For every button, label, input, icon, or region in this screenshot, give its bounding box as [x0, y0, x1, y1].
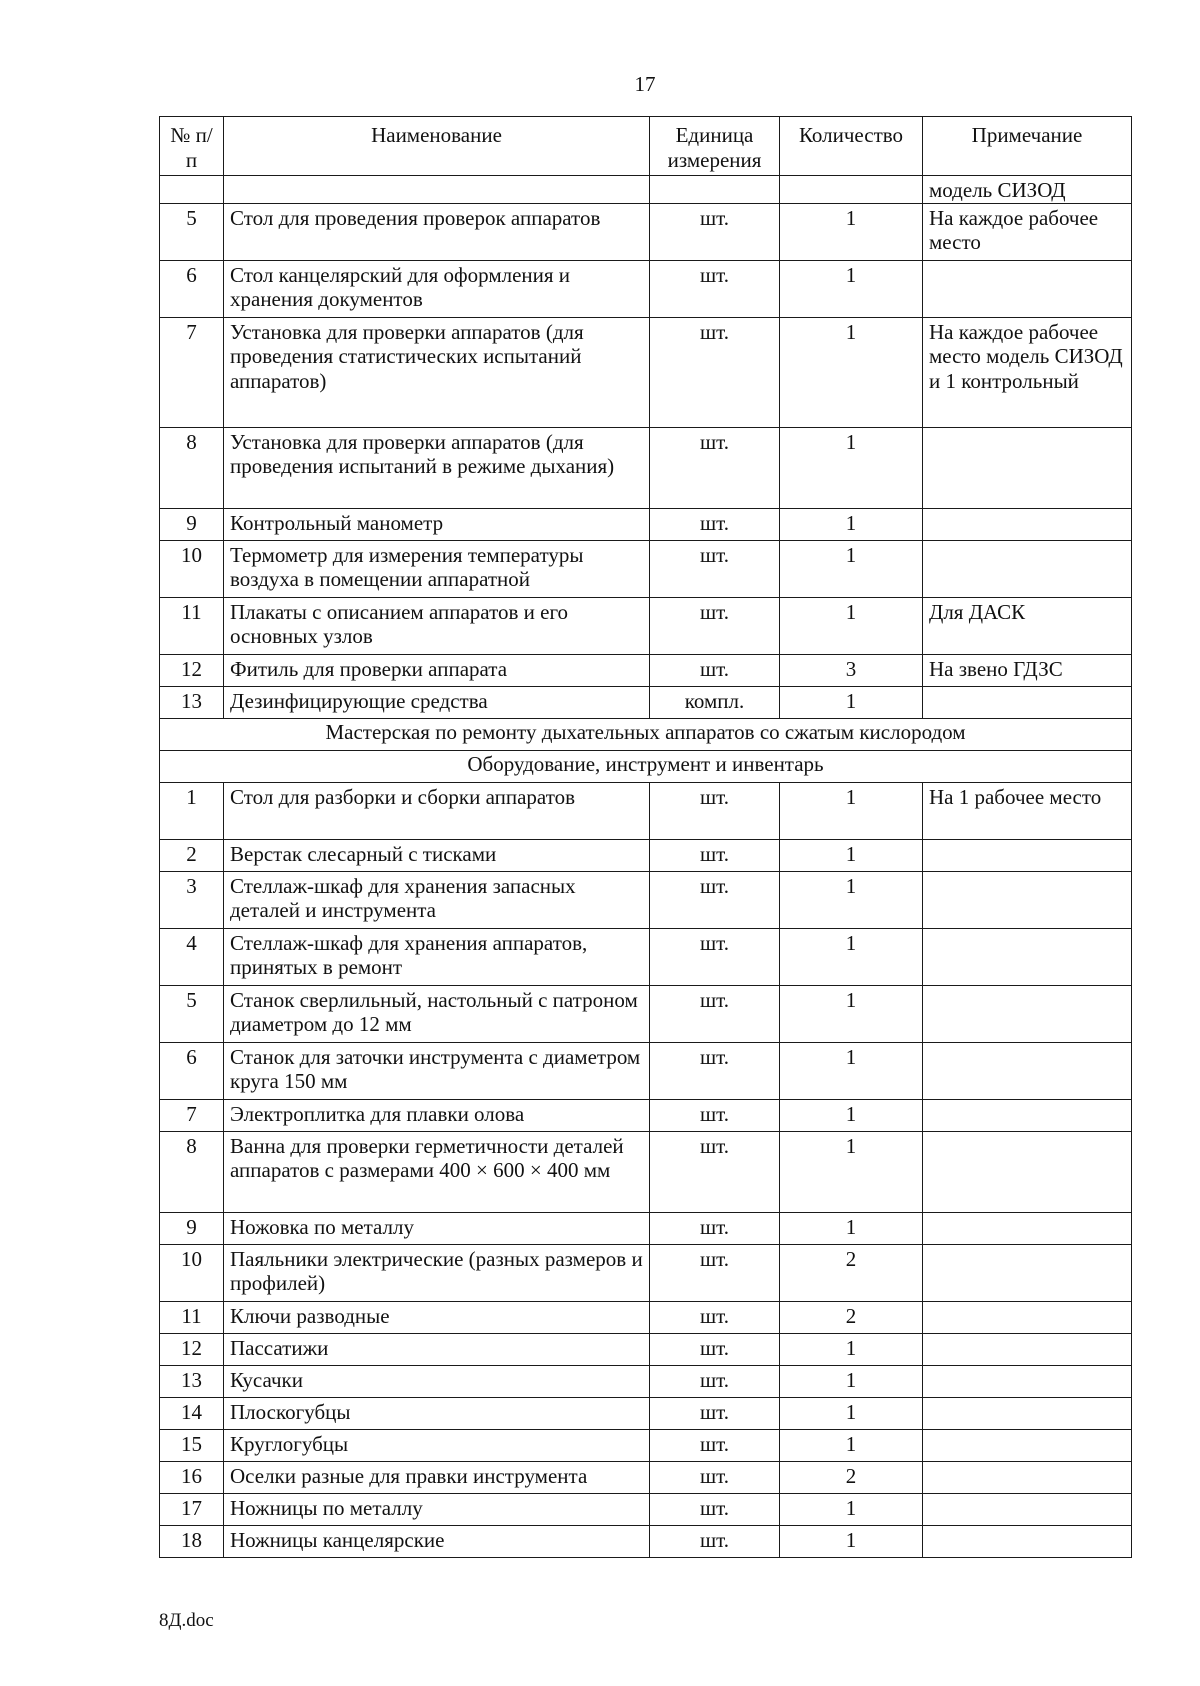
cell-name: Ванна для проверки герметичности деталей аппаратов с размерами 400 × 600 × 400 мм	[224, 1131, 650, 1212]
cell-num: 6	[160, 1042, 224, 1099]
section-header	[160, 718, 1132, 782]
cell-unit: шт.	[650, 1131, 780, 1212]
cell-qty: 1	[780, 928, 923, 985]
cell-note	[923, 1429, 1132, 1461]
cell-qty: 1	[780, 839, 923, 871]
cell-name: Ножницы канцелярские	[224, 1525, 650, 1557]
cell-note	[923, 1131, 1132, 1212]
equipment-table	[159, 116, 1132, 1558]
cell-note	[923, 1244, 1132, 1301]
file-name-footer: 8Д.doc	[159, 1610, 214, 1631]
cell-note	[923, 1333, 1132, 1365]
table-row	[160, 317, 1132, 427]
table-row	[160, 1212, 1132, 1244]
cell-unit: шт.	[650, 1429, 780, 1461]
cell-qty: 1	[780, 782, 923, 839]
cell-qty: 1	[780, 1525, 923, 1557]
cell-note	[923, 1365, 1132, 1397]
cell-num: 18	[160, 1525, 224, 1557]
cell-name: Ножовка по металлу	[224, 1212, 650, 1244]
cell-num: 15	[160, 1429, 224, 1461]
cell-qty: 1	[780, 1212, 923, 1244]
cell-unit: шт.	[650, 597, 780, 654]
cell-unit: шт.	[650, 928, 780, 985]
table-row	[160, 260, 1132, 317]
cell-unit: шт.	[650, 985, 780, 1042]
cell-note	[923, 1525, 1132, 1557]
table-row	[160, 1525, 1132, 1557]
cell-qty: 1	[780, 686, 923, 718]
table-row	[160, 985, 1132, 1042]
header-qty: Количество	[780, 117, 923, 176]
table-row	[160, 427, 1132, 508]
cell-qty: 3	[780, 654, 923, 686]
table-row	[160, 1365, 1132, 1397]
cell-unit: шт.	[650, 1301, 780, 1333]
cell-qty: 1	[780, 1099, 923, 1131]
cell-note	[923, 871, 1132, 928]
cell-name: Термометр для измерения температуры воздуха в помещении аппаратной	[224, 540, 650, 597]
table-row	[160, 686, 1132, 718]
cell-qty: 1	[780, 1131, 923, 1212]
cell-name: Паяльники электрические (разных размеров и профилей)	[224, 1244, 650, 1301]
cell-name: Стол для проведения проверок аппаратов	[224, 203, 650, 260]
cell-note: Для ДАСК	[923, 597, 1132, 654]
cell-unit: шт.	[650, 203, 780, 260]
table-row	[160, 1333, 1132, 1365]
cell-unit: шт.	[650, 871, 780, 928]
cell-num: 8	[160, 427, 224, 508]
cell-name: Установка для проверки аппаратов (для проведения испытаний в режиме дыхания)	[224, 427, 650, 508]
cell-qty: 2	[780, 1301, 923, 1333]
cell-note	[923, 1301, 1132, 1333]
cell-unit: шт.	[650, 1525, 780, 1557]
header-name: Наименование	[224, 117, 650, 176]
cell-name: Пассатижи	[224, 1333, 650, 1365]
table-row	[160, 1493, 1132, 1525]
cell-unit: шт.	[650, 1493, 780, 1525]
cell-unit: шт.	[650, 508, 780, 540]
cell-num: 14	[160, 1397, 224, 1429]
cell-num: 10	[160, 1244, 224, 1301]
cell-name: Стол канцелярский для оформления и хранения документов	[224, 260, 650, 317]
cell-name: Плакаты с описанием аппаратов и его основных узлов	[224, 597, 650, 654]
table-row	[160, 1461, 1132, 1493]
cell-qty	[780, 176, 923, 204]
cell-num: 6	[160, 260, 224, 317]
cell-qty: 1	[780, 1333, 923, 1365]
table-row	[160, 597, 1132, 654]
cell-num: 11	[160, 1301, 224, 1333]
cell-num: 11	[160, 597, 224, 654]
table-header	[160, 117, 1132, 176]
cell-qty: 1	[780, 317, 923, 427]
cell-name: Станок сверлильный, настольный с патроном диаметром до 12 мм	[224, 985, 650, 1042]
cell-qty: 1	[780, 1429, 923, 1461]
cell-unit: шт.	[650, 317, 780, 427]
cell-note	[923, 1493, 1132, 1525]
cell-num: 3	[160, 871, 224, 928]
table-row	[160, 871, 1132, 928]
cell-note	[923, 1461, 1132, 1493]
cell-unit: шт.	[650, 1333, 780, 1365]
cell-qty: 1	[780, 260, 923, 317]
table-row	[160, 839, 1132, 871]
cell-num: 12	[160, 654, 224, 686]
cell-unit: шт.	[650, 1244, 780, 1301]
cell-name: Стеллаж-шкаф для хранения аппаратов, принятых в ремонт	[224, 928, 650, 985]
cell-qty: 1	[780, 203, 923, 260]
table-row	[160, 928, 1132, 985]
cell-note	[923, 928, 1132, 985]
table-row	[160, 1131, 1132, 1212]
cell-unit: шт.	[650, 1461, 780, 1493]
cell-num: 10	[160, 540, 224, 597]
section-title: Мастерская по ремонту дыхательных аппаратов со сжатым кислородом	[160, 718, 1132, 750]
table-row	[160, 540, 1132, 597]
cell-qty: 1	[780, 1365, 923, 1397]
cell-num: 9	[160, 1212, 224, 1244]
header-num: № п/п	[160, 117, 224, 176]
subsection-title: Оборудование, инструмент и инвентарь	[160, 750, 1132, 782]
cell-name: Контрольный манометр	[224, 508, 650, 540]
table-row	[160, 1429, 1132, 1461]
cell-unit	[650, 176, 780, 204]
cell-qty: 1	[780, 1493, 923, 1525]
cell-unit: шт.	[650, 1365, 780, 1397]
cell-num: 4	[160, 928, 224, 985]
cell-note	[923, 1042, 1132, 1099]
cell-name: Стеллаж-шкаф для хранения запасных деталей и инструмента	[224, 871, 650, 928]
cell-name: Оселки разные для правки инструмента	[224, 1461, 650, 1493]
cell-name: Круглогубцы	[224, 1429, 650, 1461]
cell-num: 17	[160, 1493, 224, 1525]
cell-num: 16	[160, 1461, 224, 1493]
cell-note	[923, 260, 1132, 317]
table-row	[160, 203, 1132, 260]
cell-qty: 1	[780, 1042, 923, 1099]
cell-name: Ключи разводные	[224, 1301, 650, 1333]
cell-qty: 1	[780, 985, 923, 1042]
cell-note	[923, 427, 1132, 508]
cell-num: 7	[160, 317, 224, 427]
cell-qty: 1	[780, 1397, 923, 1429]
cell-unit: шт.	[650, 1042, 780, 1099]
cell-unit: шт.	[650, 260, 780, 317]
table-body-top	[160, 176, 1132, 719]
cell-qty: 2	[780, 1461, 923, 1493]
cell-unit: шт.	[650, 839, 780, 871]
cell-num: 13	[160, 1365, 224, 1397]
cell-qty: 1	[780, 871, 923, 928]
cell-unit: компл.	[650, 686, 780, 718]
cell-note	[923, 985, 1132, 1042]
cell-num: 5	[160, 203, 224, 260]
table-row	[160, 1042, 1132, 1099]
cell-note: На каждое рабочее место	[923, 203, 1132, 260]
cell-note	[923, 1099, 1132, 1131]
cell-unit: шт.	[650, 1397, 780, 1429]
table-body-bottom	[160, 782, 1132, 1557]
header-unit: Единица измерения	[650, 117, 780, 176]
table-row	[160, 176, 1132, 204]
cell-note	[923, 686, 1132, 718]
cell-unit: шт.	[650, 427, 780, 508]
cell-qty: 1	[780, 597, 923, 654]
table-row	[160, 1397, 1132, 1429]
cell-note	[923, 1212, 1132, 1244]
cell-note	[923, 508, 1132, 540]
cell-name	[224, 176, 650, 204]
cell-qty: 1	[780, 540, 923, 597]
table-row	[160, 1099, 1132, 1131]
cell-name: Электроплитка для плавки олова	[224, 1099, 650, 1131]
cell-num: 2	[160, 839, 224, 871]
header-note: Примечание	[923, 117, 1132, 176]
table-row	[160, 1301, 1132, 1333]
table-row	[160, 782, 1132, 839]
cell-note	[923, 1397, 1132, 1429]
cell-note: модель СИЗОД	[923, 176, 1132, 204]
cell-num: 8	[160, 1131, 224, 1212]
cell-num: 1	[160, 782, 224, 839]
cell-num: 12	[160, 1333, 224, 1365]
cell-name: Верстак слесарный с тисками	[224, 839, 650, 871]
cell-name: Плоскогубцы	[224, 1397, 650, 1429]
cell-num: 13	[160, 686, 224, 718]
cell-name: Стол для разборки и сборки аппаратов	[224, 782, 650, 839]
cell-qty: 1	[780, 508, 923, 540]
cell-qty: 1	[780, 427, 923, 508]
cell-num: 9	[160, 508, 224, 540]
cell-unit: шт.	[650, 1212, 780, 1244]
cell-name: Установка для проверки аппаратов (для проведения статистических испытаний аппаратов)	[224, 317, 650, 427]
cell-name: Дезинфицирующие средства	[224, 686, 650, 718]
table-row	[160, 654, 1132, 686]
page-number: 17	[634, 72, 656, 96]
cell-note: На 1 рабочее место	[923, 782, 1132, 839]
cell-name: Ножницы по металлу	[224, 1493, 650, 1525]
cell-note: На каждое рабочее место модель СИЗОД и 1 контрольный	[923, 317, 1132, 427]
cell-num: 5	[160, 985, 224, 1042]
cell-unit: шт.	[650, 654, 780, 686]
cell-num: 7	[160, 1099, 224, 1131]
cell-name: Станок для заточки инструмента с диаметром круга 150 мм	[224, 1042, 650, 1099]
cell-name: Кусачки	[224, 1365, 650, 1397]
cell-note	[923, 540, 1132, 597]
cell-note: На звено ГДЗС	[923, 654, 1132, 686]
table-row	[160, 1244, 1132, 1301]
cell-note	[923, 839, 1132, 871]
cell-name: Фитиль для проверки аппарата	[224, 654, 650, 686]
cell-unit: шт.	[650, 1099, 780, 1131]
table-row	[160, 508, 1132, 540]
cell-num	[160, 176, 224, 204]
cell-unit: шт.	[650, 782, 780, 839]
cell-qty: 2	[780, 1244, 923, 1301]
cell-unit: шт.	[650, 540, 780, 597]
